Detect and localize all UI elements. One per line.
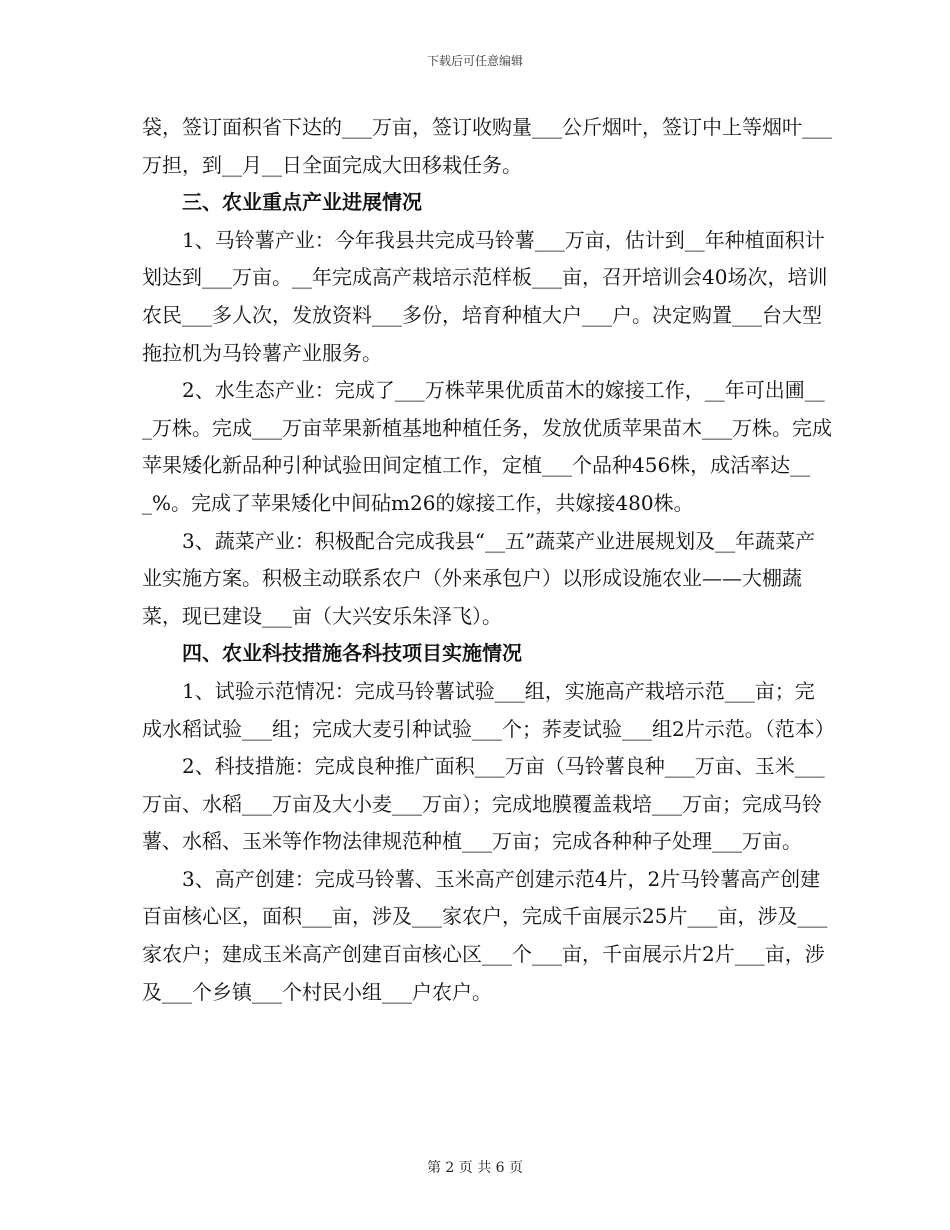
paragraph-vegetable-industry: 3、蔬菜产业：积极配合完成我县“__五”蔬菜产业进展规划及__年蔬菜产业实施方案。积极主动联系农户（外来承包户）以形成设施农业——大棚蔬菜，现已建设___亩（大兴安乐朱泽飞）。 — [142, 528, 816, 628]
paragraph-tech-measures: 2、科技措施：完成良种推广面积___万亩（马铃薯良种___万亩、玉米___万亩、水稻___万亩及大小麦___万亩）；完成地膜覆盖栽培___万亩；完成马铃薯、水稻、玉米等作物法律规范种植___万亩；完成各种种子处理___万亩。 — [142, 754, 825, 854]
document-body — [142, 109, 835, 1011]
page-header: 下载后可任意编辑 — [426, 54, 523, 68]
section-heading-3: 三、农业重点产业进展情况 — [182, 190, 422, 215]
paragraph-potato-industry: 1、马铃薯产业：今年我县共完成马铃薯___万亩，估计到__年种植面积计划达到___万亩。__年完成高产栽培示范样板___亩，召开培训会40场次，培训农民___多人次，发放资料___多份，培育种植大户___户。决定购置___台大型拖拉机为马铃薯产业服务。 — [142, 227, 828, 365]
paragraph-continuation: 袋，签订面积省下达的___万亩，签订收购量___公斤烟叶，签订中上等烟叶___万担，到__月__日全面完成大田移栽任务。 — [142, 115, 832, 177]
paragraph-high-yield-creation: 3、高产创建：完成马铃薯、玉米高产创建示范4片，2片马铃薯高产创建百亩核心区，面积___亩，涉及___家农户，完成千亩展示25片___亩，涉及___家农户；建成玉米高产创建百亩核心区___个___亩，千亩展示片2片___亩，涉及___个乡镇___个村民小组___户农户。 — [142, 866, 828, 1004]
page-number: 第 2 页 共 6 页 — [426, 1160, 524, 1176]
paragraph-water-ecology-industry: 2、水生态产业：完成了___万株苹果优质苗木的嫁接工作，__年可出圃___万株。完成___万亩苹果新植基地种植任务，发放优质苹果苗木___万株。完成苹果矮化新品种引种试验田间定植工作，定植___个品种456株，成活率达___%。完成了苹果矮化中间砧m26的嫁接工作，共嫁接480株。 — [142, 378, 832, 515]
section-heading-4: 四、农业科技措施各科技项目实施情况 — [182, 641, 522, 666]
paragraph-trial-demonstration: 1、试验示范情况：完成马铃薯试验___组，实施高产栽培示范___亩；完成水稻试验___组；完成大麦引种试验___个；荞麦试验___组2片示范。（范本） — [142, 678, 835, 741]
